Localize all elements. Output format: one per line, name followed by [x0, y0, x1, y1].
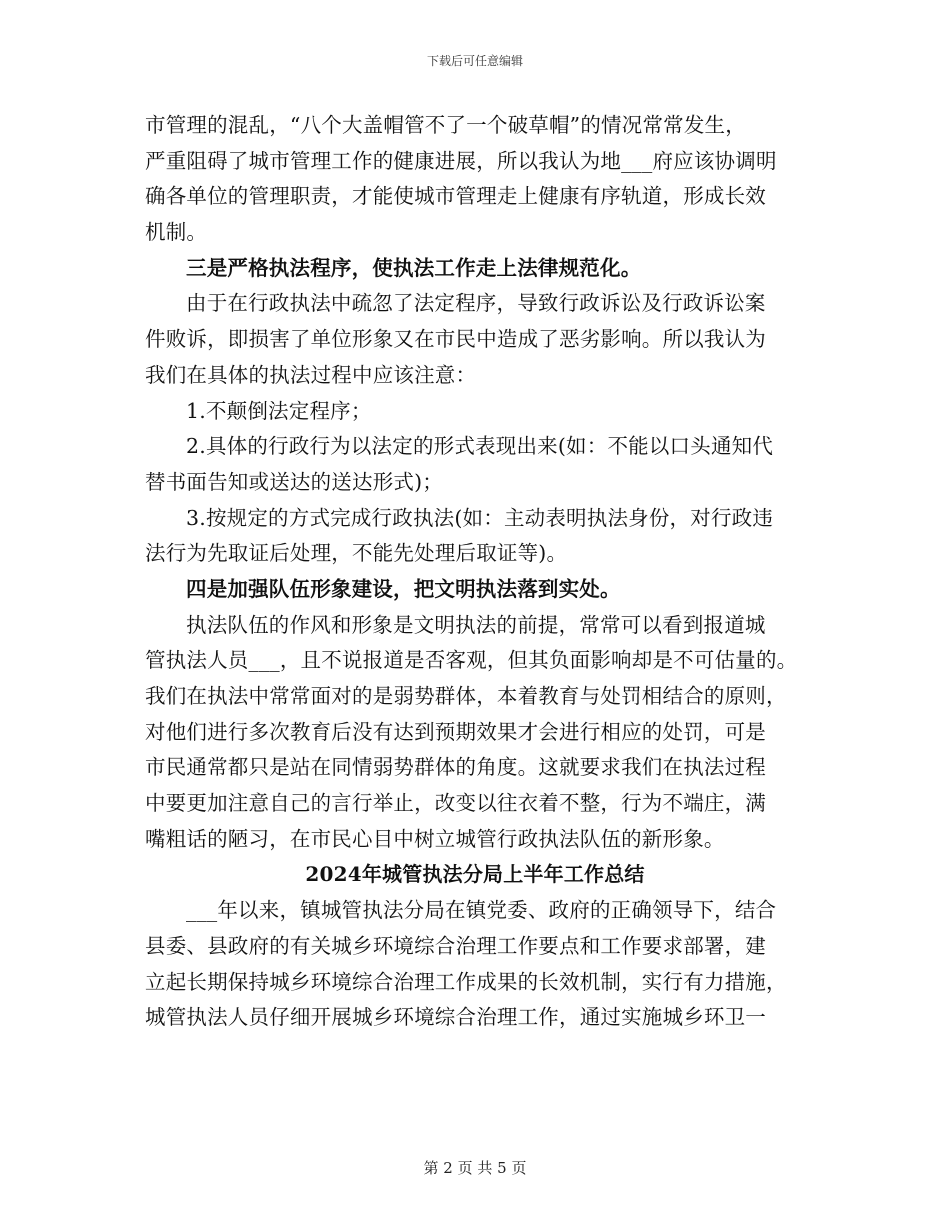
paragraph-line: 我们在具体的执法过程中应该注意：: [145, 362, 477, 387]
paragraph-line: 由于在行政执法中疏忽了法定程序，导致行政诉讼及行政诉讼案: [186, 291, 766, 316]
section-heading: 三是严格执法程序，使执法工作走上法律规范化。: [186, 255, 642, 280]
paragraph-line: 严重阻碍了城市管理工作的健康进展，所以我认为地___府应该协调明: [145, 148, 777, 173]
section-heading: 四是加强队伍形象建设，把文明执法落到实处。: [186, 576, 621, 601]
paragraph-line: 机制。: [145, 220, 208, 245]
paragraph-line: 市管理的混乱，“八个大盖帽管不了一个破草帽”的情况常常发生，: [145, 113, 746, 137]
list-item: 3.按规定的方式完成行政执法(如：主动表明执法身份，对行政违: [186, 505, 774, 530]
paragraph-line: 确各单位的管理职责，才能使城市管理走上健康有序轨道，形成长效: [145, 184, 766, 209]
paragraph-line: 立起长期保持城乡环境综合治理工作成果的长效机制，实行有力措施，: [145, 969, 787, 994]
paragraph-line: 嘴粗话的陋习，在市民心目中树立城管行政执法队伍的新形象。: [145, 826, 725, 851]
paragraph-line: 对他们进行多次教育后没有达到预期效果才会进行相应的处罚，可是: [145, 719, 766, 744]
paragraph-line: 中要更加注意自己的言行举止，改变以往衣着不整，行为不端庄，满: [145, 791, 766, 816]
document-title: 2024年城管执法分局上半年工作总结: [305, 862, 645, 887]
paragraph-line: 我们在执法中常常面对的是弱势群体，本着教育与处罚相结合的原则，: [145, 684, 787, 708]
paragraph-line: 城管执法人员仔细开展城乡环境综合治理工作，通过实施城乡环卫一: [145, 1005, 766, 1030]
list-item-continuation: 法行为先取证后处理，不能先处理后取证等)。: [145, 541, 568, 566]
paragraph-line: 市民通常都只是站在同情弱势群体的角度。这就要求我们在执法过程: [145, 755, 766, 780]
paragraph-line: 执法队伍的作风和形象是文明执法的前提，常常可以看到报道城: [186, 612, 766, 637]
page-footer: 第 2 页 共 5 页: [423, 1159, 527, 1177]
paragraph-line: 件败诉，即损害了单位形象又在市民中造成了恶劣影响。所以我认为: [145, 327, 766, 352]
list-item-continuation: 替书面告知或送达的送达形式)；: [145, 469, 443, 494]
paragraph-line: 县委、县政府的有关城乡环境综合治理工作要点和工作要求部署，建: [145, 933, 766, 958]
list-item: 1.不颠倒法定程序；: [186, 398, 372, 423]
document-body: [145, 108, 825, 1036]
list-item: 2.具体的行政行为以法定的形式表现出来(如：不能以口头通知代: [186, 434, 774, 459]
paragraph-line: 管执法人员___，且不说报道是否客观，但其负面影响却是不可估量的。: [145, 648, 798, 673]
page-header: 下载后可任意编辑: [426, 54, 523, 68]
paragraph-line: ___年以来，镇城管执法分局在镇党委、政府的正确领导下，结合: [186, 898, 777, 923]
